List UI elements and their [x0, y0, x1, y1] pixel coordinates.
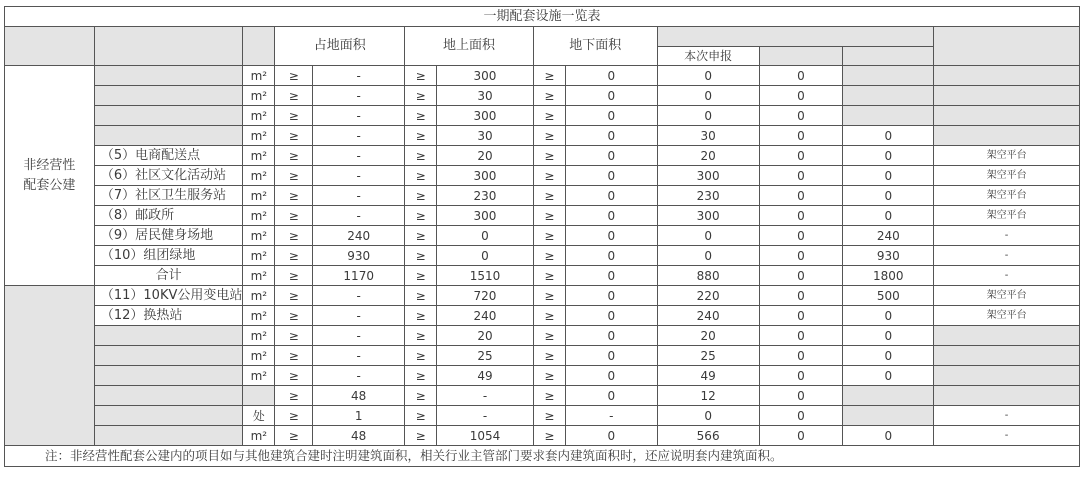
table-row	[5, 146, 1080, 166]
unit-cell: m²	[243, 426, 275, 446]
note-row	[5, 446, 1080, 467]
declared-cell: 230	[657, 186, 759, 206]
table-row	[5, 266, 1080, 286]
cmp-cell: ≥	[275, 366, 313, 386]
underground-cell: 0	[565, 366, 657, 386]
value-cell	[843, 106, 934, 126]
unit-cell	[243, 386, 275, 406]
unit-cell: m²	[243, 286, 275, 306]
above-ground-cell: 49	[437, 366, 534, 386]
value-cell: 0	[843, 346, 934, 366]
value-cell: 0	[759, 326, 843, 346]
item-name-cell: （8）邮政所	[94, 206, 243, 226]
cmp-cell: ≥	[405, 206, 437, 226]
item-name-cell	[94, 346, 243, 366]
cmp-cell: ≥	[405, 426, 437, 446]
remark-cell: 架空平台	[934, 146, 1080, 166]
above-ground-cell: -	[437, 386, 534, 406]
value-cell: 0	[843, 206, 934, 226]
remark-cell: -	[934, 406, 1080, 426]
cmp-cell: ≥	[275, 286, 313, 306]
header-blurred-category	[5, 27, 95, 66]
cmp-cell: ≥	[405, 326, 437, 346]
cmp-cell: ≥	[533, 146, 565, 166]
declared-cell: 0	[657, 86, 759, 106]
value-cell: 0	[759, 346, 843, 366]
header-underground: 地下面积	[533, 27, 657, 66]
item-name-cell	[94, 366, 243, 386]
remark-cell: 架空平台	[934, 206, 1080, 226]
value-cell: 240	[843, 226, 934, 246]
cmp-cell: ≥	[405, 266, 437, 286]
value-cell: 0	[759, 426, 843, 446]
remark-cell: -	[934, 426, 1080, 446]
cmp-cell: ≥	[405, 146, 437, 166]
cmp-cell: ≥	[275, 106, 313, 126]
facilities-table	[4, 6, 1080, 467]
item-name-cell: （9）居民健身场地	[94, 226, 243, 246]
unit-cell: m²	[243, 246, 275, 266]
cmp-cell: ≥	[405, 406, 437, 426]
table-row	[5, 186, 1080, 206]
declared-cell: 0	[657, 226, 759, 246]
remark-cell: -	[934, 246, 1080, 266]
underground-cell: 0	[565, 206, 657, 226]
footprint-cell: 240	[313, 226, 405, 246]
underground-cell: 0	[565, 66, 657, 86]
underground-cell: 0	[565, 126, 657, 146]
item-name-cell: （5）电商配送点	[94, 146, 243, 166]
above-ground-cell: 300	[437, 166, 534, 186]
unit-cell: m²	[243, 306, 275, 326]
value-cell: 0	[843, 326, 934, 346]
table-row	[5, 126, 1080, 146]
cmp-cell: ≥	[275, 306, 313, 326]
header-footprint: 占地面积	[275, 27, 405, 66]
item-name-cell	[94, 66, 243, 86]
cmp-cell: ≥	[533, 246, 565, 266]
unit-cell: m²	[243, 146, 275, 166]
declared-cell: 30	[657, 126, 759, 146]
footprint-cell: -	[313, 186, 405, 206]
underground-cell: 0	[565, 86, 657, 106]
table-row	[5, 106, 1080, 126]
value-cell: 0	[759, 146, 843, 166]
unit-cell: m²	[243, 206, 275, 226]
unit-cell: m²	[243, 66, 275, 86]
unit-cell: m²	[243, 326, 275, 346]
table-row	[5, 306, 1080, 326]
cmp-cell: ≥	[275, 206, 313, 226]
footprint-cell: -	[313, 346, 405, 366]
value-cell: 0	[843, 366, 934, 386]
item-name-cell	[94, 126, 243, 146]
value-cell	[843, 406, 934, 426]
declared-cell: 300	[657, 166, 759, 186]
underground-cell: 0	[565, 426, 657, 446]
declared-cell: 12	[657, 386, 759, 406]
above-ground-cell: 1054	[437, 426, 534, 446]
remark-cell	[934, 366, 1080, 386]
declared-cell: 880	[657, 266, 759, 286]
value-cell: 0	[843, 166, 934, 186]
table-row	[5, 286, 1080, 306]
cmp-cell: ≥	[405, 366, 437, 386]
cmp-cell: ≥	[533, 346, 565, 366]
value-cell: 0	[759, 106, 843, 126]
value-cell: 0	[759, 206, 843, 226]
cmp-cell: ≥	[275, 246, 313, 266]
footprint-cell: -	[313, 206, 405, 226]
table-row	[5, 346, 1080, 366]
cmp-cell: ≥	[533, 426, 565, 446]
unit-cell: m²	[243, 106, 275, 126]
underground-cell: 0	[565, 246, 657, 266]
table-row	[5, 366, 1080, 386]
underground-cell: 0	[565, 186, 657, 206]
remark-cell	[934, 326, 1080, 346]
value-cell	[843, 66, 934, 86]
header-blurred-item	[94, 27, 243, 66]
value-cell: 0	[759, 86, 843, 106]
value-cell: 0	[759, 246, 843, 266]
value-cell: 0	[843, 306, 934, 326]
header-blurred-remark	[934, 27, 1080, 66]
underground-cell: 0	[565, 266, 657, 286]
underground-cell: 0	[565, 306, 657, 326]
table-row	[5, 86, 1080, 106]
underground-cell: 0	[565, 346, 657, 366]
value-cell: 930	[843, 246, 934, 266]
cmp-cell: ≥	[275, 386, 313, 406]
above-ground-cell: 30	[437, 86, 534, 106]
value-cell: 500	[843, 286, 934, 306]
footprint-cell: -	[313, 86, 405, 106]
underground-cell: 0	[565, 166, 657, 186]
footprint-cell: -	[313, 166, 405, 186]
remark-cell: 架空平台	[934, 166, 1080, 186]
underground-cell: 0	[565, 106, 657, 126]
footprint-cell: -	[313, 306, 405, 326]
footprint-cell: -	[313, 106, 405, 126]
cmp-cell: ≥	[275, 166, 313, 186]
above-ground-cell: 300	[437, 66, 534, 86]
remark-cell	[934, 106, 1080, 126]
cmp-cell: ≥	[533, 226, 565, 246]
table-row	[5, 226, 1080, 246]
item-name-cell: （12）换热站	[94, 306, 243, 326]
cmp-cell: ≥	[275, 326, 313, 346]
item-name-cell: （11）10KV公用变电站	[94, 286, 243, 306]
cmp-cell: ≥	[533, 366, 565, 386]
footprint-cell: -	[313, 326, 405, 346]
value-cell: 0	[759, 266, 843, 286]
remark-cell: -	[934, 266, 1080, 286]
remark-cell: 架空平台	[934, 286, 1080, 306]
above-ground-cell: 240	[437, 306, 534, 326]
above-ground-cell: 1510	[437, 266, 534, 286]
table-row	[5, 66, 1080, 86]
value-cell: 1800	[843, 266, 934, 286]
cmp-cell: ≥	[405, 346, 437, 366]
item-name-cell: （6）社区文化活动站	[94, 166, 243, 186]
table-row	[5, 426, 1080, 446]
footprint-cell: 48	[313, 426, 405, 446]
cmp-cell: ≥	[533, 126, 565, 146]
above-ground-cell: 20	[437, 326, 534, 346]
unit-cell: m²	[243, 346, 275, 366]
cmp-cell: ≥	[533, 106, 565, 126]
table-note: 注：非经营性配套公建内的项目如与其他建筑合建时注明建筑面积，相关行业主管部门要求套内建筑面积时，还应说明套内建筑面积。	[5, 446, 1080, 467]
unit-cell: m²	[243, 226, 275, 246]
cmp-cell: ≥	[533, 266, 565, 286]
declared-cell: 20	[657, 326, 759, 346]
table-row	[5, 406, 1080, 426]
item-name-cell	[94, 86, 243, 106]
cmp-cell: ≥	[405, 66, 437, 86]
above-ground-cell: 0	[437, 226, 534, 246]
cmp-cell: ≥	[275, 126, 313, 146]
item-name-cell: （7）社区卫生服务站	[94, 186, 243, 206]
value-cell: 0	[759, 186, 843, 206]
footprint-cell: 930	[313, 246, 405, 266]
cmp-cell: ≥	[275, 186, 313, 206]
cmp-cell: ≥	[275, 226, 313, 246]
value-cell: 0	[843, 426, 934, 446]
underground-cell: 0	[565, 226, 657, 246]
footprint-cell: -	[313, 126, 405, 146]
cmp-cell: ≥	[405, 386, 437, 406]
above-ground-cell: 30	[437, 126, 534, 146]
underground-cell: 0	[565, 326, 657, 346]
cmp-cell: ≥	[405, 126, 437, 146]
cmp-cell: ≥	[275, 426, 313, 446]
declared-cell: 0	[657, 106, 759, 126]
above-ground-cell: 25	[437, 346, 534, 366]
item-name-cell	[94, 106, 243, 126]
above-ground-cell: 0	[437, 246, 534, 266]
value-cell: 0	[759, 66, 843, 86]
unit-cell: 处	[243, 406, 275, 426]
remark-cell	[934, 386, 1080, 406]
unit-cell: m²	[243, 126, 275, 146]
value-cell: 0	[759, 366, 843, 386]
cmp-cell: ≥	[405, 306, 437, 326]
value-cell: 0	[759, 406, 843, 426]
cmp-cell: ≥	[533, 166, 565, 186]
cmp-cell: ≥	[275, 146, 313, 166]
cmp-cell: ≥	[533, 206, 565, 226]
declared-cell: 20	[657, 146, 759, 166]
value-cell: 0	[759, 126, 843, 146]
footprint-cell: -	[313, 366, 405, 386]
declared-cell: 0	[657, 406, 759, 426]
unit-cell: m²	[243, 266, 275, 286]
header-blurred-unit	[243, 27, 275, 66]
remark-cell	[934, 346, 1080, 366]
table-row	[5, 326, 1080, 346]
header-blurred-sub3	[843, 47, 934, 66]
footprint-cell: 1170	[313, 266, 405, 286]
cmp-cell: ≥	[275, 86, 313, 106]
cmp-cell: ≥	[275, 346, 313, 366]
underground-cell: 0	[565, 146, 657, 166]
declared-cell: 25	[657, 346, 759, 366]
header-declared: 本次申报	[657, 47, 759, 66]
footprint-cell: -	[313, 286, 405, 306]
table-row	[5, 166, 1080, 186]
above-ground-cell: -	[437, 406, 534, 426]
underground-cell: 0	[565, 286, 657, 306]
value-cell: 0	[759, 286, 843, 306]
cmp-cell: ≥	[405, 246, 437, 266]
cmp-cell: ≥	[405, 106, 437, 126]
underground-cell: 0	[565, 386, 657, 406]
remark-cell	[934, 66, 1080, 86]
value-cell: 0	[843, 186, 934, 206]
declared-cell: 566	[657, 426, 759, 446]
group-label-blurred	[5, 286, 95, 446]
declared-cell: 300	[657, 206, 759, 226]
cmp-cell: ≥	[275, 66, 313, 86]
item-name-cell	[94, 406, 243, 426]
footprint-cell: 1	[313, 406, 405, 426]
value-cell	[843, 86, 934, 106]
value-cell: 0	[759, 386, 843, 406]
item-name-cell	[94, 426, 243, 446]
unit-cell: m²	[243, 366, 275, 386]
cmp-cell: ≥	[405, 166, 437, 186]
footprint-cell: -	[313, 146, 405, 166]
above-ground-cell: 300	[437, 106, 534, 126]
header-blurred-sub2	[759, 47, 843, 66]
footprint-cell: -	[313, 66, 405, 86]
value-cell: 0	[843, 126, 934, 146]
underground-cell: -	[565, 406, 657, 426]
cmp-cell: ≥	[533, 326, 565, 346]
cmp-cell: ≥	[533, 286, 565, 306]
header-above-ground: 地上面积	[405, 27, 534, 66]
group-label-non-operating: 非经营性配套公建	[5, 66, 95, 286]
cmp-cell: ≥	[405, 226, 437, 246]
declared-cell: 0	[657, 66, 759, 86]
table-row	[5, 246, 1080, 266]
cmp-cell: ≥	[405, 286, 437, 306]
cmp-cell: ≥	[533, 386, 565, 406]
item-name-cell	[94, 386, 243, 406]
cmp-cell: ≥	[533, 186, 565, 206]
cmp-cell: ≥	[275, 406, 313, 426]
remark-cell: 架空平台	[934, 306, 1080, 326]
declared-cell: 220	[657, 286, 759, 306]
footprint-cell: 48	[313, 386, 405, 406]
above-ground-cell: 230	[437, 186, 534, 206]
cmp-cell: ≥	[405, 86, 437, 106]
cmp-cell: ≥	[533, 86, 565, 106]
value-cell: 0	[759, 306, 843, 326]
table-title: 一期配套设施一览表	[5, 7, 1080, 27]
table-row	[5, 206, 1080, 226]
header-blurred-group	[657, 27, 934, 47]
declared-cell: 240	[657, 306, 759, 326]
item-name-cell	[94, 326, 243, 346]
cmp-cell: ≥	[533, 306, 565, 326]
remark-cell	[934, 126, 1080, 146]
remark-cell	[934, 86, 1080, 106]
value-cell: 0	[759, 226, 843, 246]
cmp-cell: ≥	[405, 186, 437, 206]
unit-cell: m²	[243, 166, 275, 186]
remark-cell: -	[934, 226, 1080, 246]
above-ground-cell: 20	[437, 146, 534, 166]
item-name-cell: 合计	[94, 266, 243, 286]
above-ground-cell: 300	[437, 206, 534, 226]
table-row	[5, 386, 1080, 406]
value-cell: 0	[843, 146, 934, 166]
value-cell: 0	[759, 166, 843, 186]
cmp-cell: ≥	[533, 66, 565, 86]
cmp-cell: ≥	[533, 406, 565, 426]
declared-cell: 0	[657, 246, 759, 266]
unit-cell: m²	[243, 186, 275, 206]
item-name-cell: （10）组团绿地	[94, 246, 243, 266]
above-ground-cell: 720	[437, 286, 534, 306]
unit-cell: m²	[243, 86, 275, 106]
remark-cell: 架空平台	[934, 186, 1080, 206]
value-cell	[843, 386, 934, 406]
declared-cell: 49	[657, 366, 759, 386]
cmp-cell: ≥	[275, 266, 313, 286]
